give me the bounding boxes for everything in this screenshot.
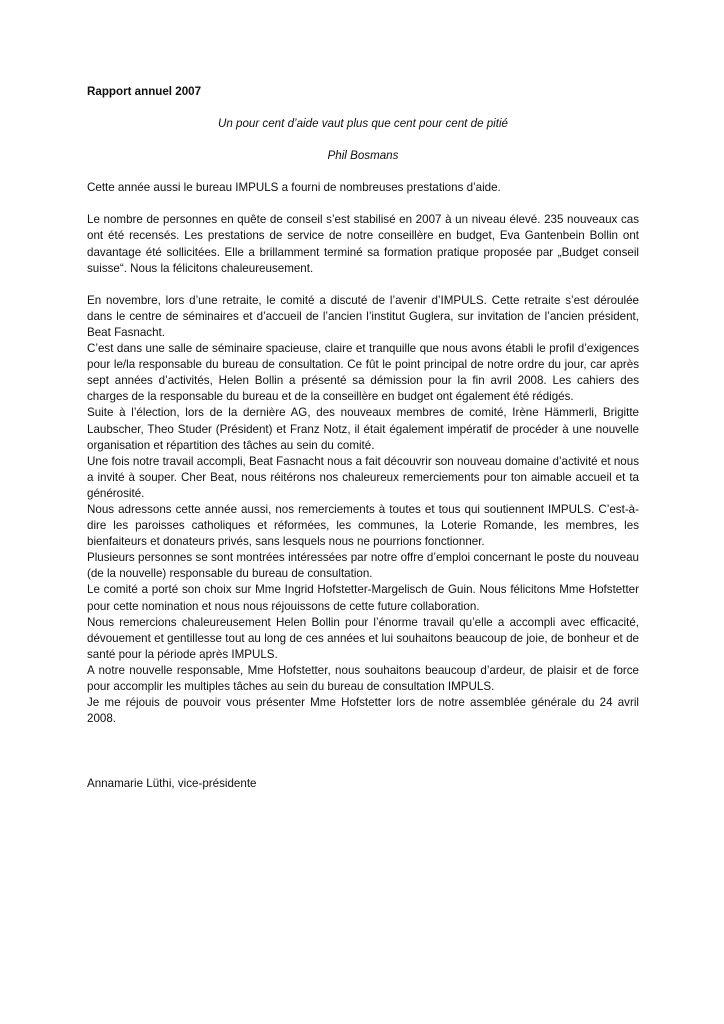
- paragraph-committee: Suite à l’élection, lors de la dernière AG, des nouveaux membres de comité, Irène Hämmerli, Brigitte Laubscher, Theo Studer (Président) et Franz Notz, il était également impératif de procéder à une nouvelle organisation et répartition des tâches au sein du comité.: [87, 406, 639, 452]
- paragraph-intro: Cette année aussi le bureau IMPULS a fourni de nombreuses prestations d’aide.: [87, 181, 501, 195]
- paragraph-farewell: Nous remercions chaleureusement Helen Bollin pour l’énorme travail qu’elle a accompli avec efficacité, dévouement et gentillesse tout au long de ces années et lui souhaitons beaucoup de joie, de bonheur et de santé pour la période après IMPULS.: [87, 615, 639, 661]
- paragraph-retreat: En novembre, lors d’une retraite, le comité a discuté de l’avenir d’IMPULS. Cette retraite s’est déroulée dans le centre de séminaires et d’accueil de l’ancien l’institut Guglera, sur invitation de l’ancien président, Beat Fasnacht.: [87, 293, 639, 339]
- epigraph-quote: Un pour cent d’aide vaut plus que cent pour cent de pitié: [217, 117, 509, 131]
- epigraph-author: Phil Bosmans: [327, 149, 399, 163]
- paragraph-thanks: Nous adressons cette année aussi, nos remerciements à toutes et tous qui soutiennent IMPULS. C’est-à-dire les paroisses catholiques et réformées, les communes, la Loterie Romande, les membres, les bienfaiteurs et donateurs privés, sans lesquels nous ne pourrions fonctionner.: [87, 502, 639, 549]
- document-title: Rapport annuel 2007: [87, 85, 202, 98]
- signature: Annamarie Lüthi, vice-présidente: [87, 777, 257, 791]
- paragraph-job-offer: Plusieurs personnes se sont montrées intéressées par notre offre d’emploi concernant le poste du nouveau (de la nouvelle) responsable du bureau de consultation.: [87, 551, 639, 581]
- paragraph-profile: C’est dans une salle de séminaire spacieuse, claire et tranquille que nous avons établi le profil d’exigences pour le/la responsable du bureau de consultation. Ce fût le point principal de notre ordre du jour, car après sept années d’activités, Helen Bollin a présenté sa démission pour la fin avril 2008. Les cahiers des charges de la responsable du bureau et de la conseillère en budget ont également été rédigés.: [87, 342, 639, 404]
- paragraph-closing: Je me réjouis de pouvoir vous présenter Mme Hofstetter lors de notre assemblée générale du 24 avril 2008.: [87, 696, 639, 726]
- paragraph-dinner: Une fois notre travail accompli, Beat Fasnacht nous a fait découvrir son nouveau domaine d’activité et nous a invité à souper. Cher Beat, nous réitérons nos chaleureux remerciements pour ton aimable accueil et ta générosité.: [87, 454, 639, 500]
- paragraph-wishes: A notre nouvelle responsable, Mme Hofstetter, nous souhaitons beaucoup d’ardeur, de plaisir et de force pour accomplir les multiples tâches au sein du bureau de consultation IMPULS.: [87, 663, 639, 693]
- document-page: [87, 84, 639, 792]
- paragraph-choice: Le comité a porté son choix sur Mme Ingrid Hofstetter-Margelisch de Guin. Nous félicitons Mme Hofstetter pour cette nomination et nous nous réjouissons de cette future collaboration.: [87, 583, 639, 613]
- paragraph-statistics: Le nombre de personnes en quête de conseil s’est stabilisé en 2007 à un niveau élevé. 235 nouveaux cas ont été recensés. Les prestations de service de notre conseillère en budget, Eva Gantenbein Bollin ont davantage été sollicitées. Elle a brillamment terminé sa formation pratique proposée par „Budget conseil suisse“. Nous la félicitons chaleureusement.: [87, 213, 639, 275]
